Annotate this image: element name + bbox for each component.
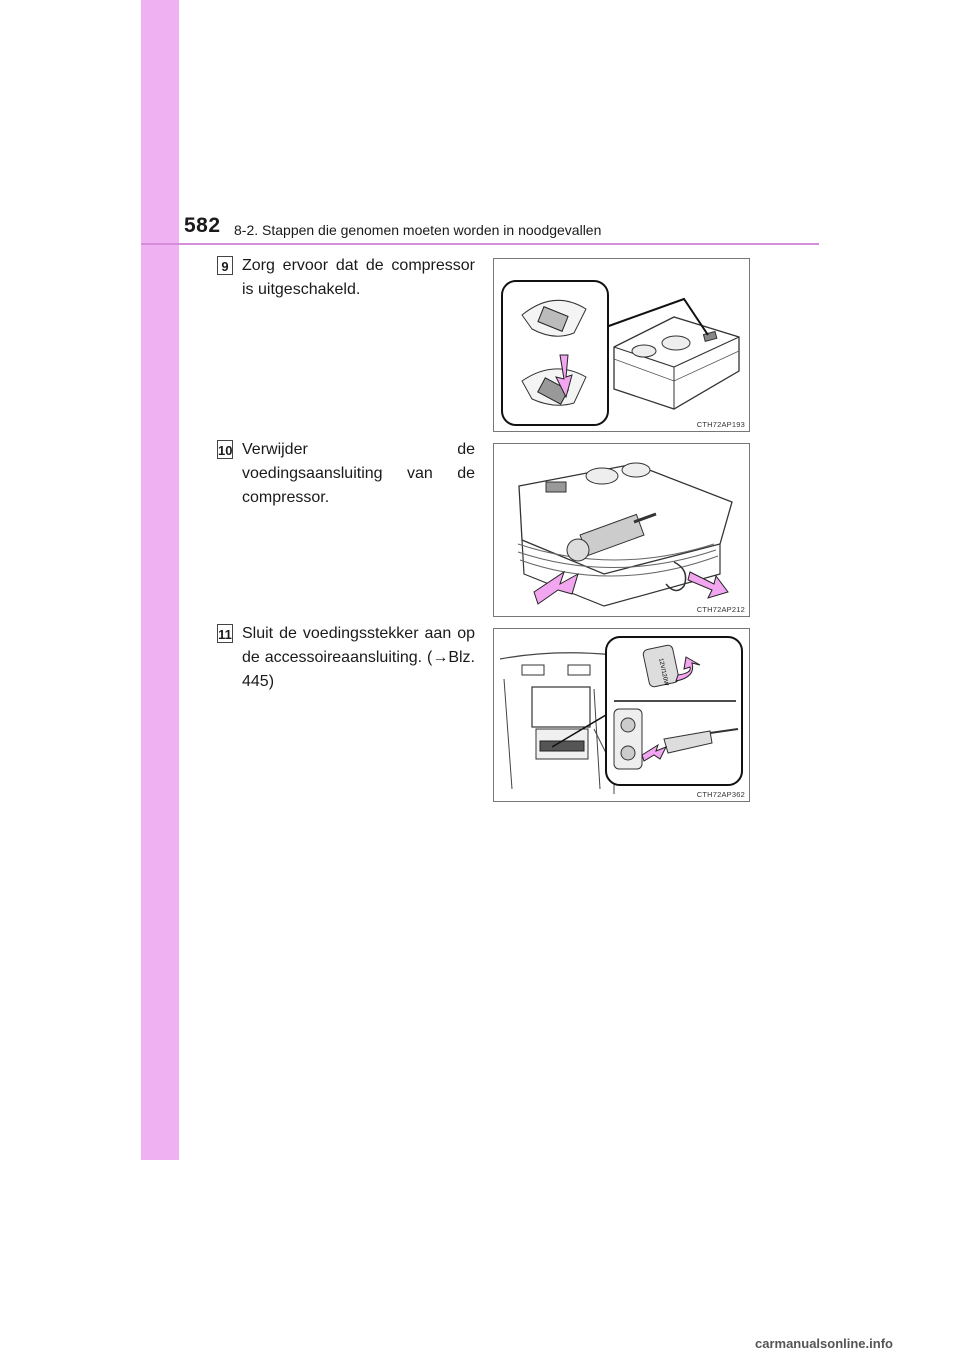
figure-code: CTH72AP212 <box>696 605 745 614</box>
figure-code: CTH72AP193 <box>696 420 745 429</box>
step-number-badge: 10 <box>217 440 233 459</box>
accessory-socket-figure <box>493 628 750 802</box>
section-title: 8-2. Stappen die genomen moeten worden in noodgevallen <box>234 222 602 238</box>
step-instruction: Zorg ervoor dat de compressor is uitgeschakeld. <box>242 257 475 298</box>
compressor-switch-illustration <box>494 259 749 431</box>
page-number: 582 <box>184 214 221 237</box>
header-divider <box>141 243 819 245</box>
step-instruction: Sluit de voedingsstekker aan op de accessoireaansluiting. (→Blz. 445) <box>242 625 475 690</box>
compressor-switch-figure <box>493 258 750 432</box>
sidebar-tab <box>141 0 179 1160</box>
step-number-badge: 11 <box>217 624 233 643</box>
accessory-socket-illustration <box>494 629 749 801</box>
figure-code: CTH72AP362 <box>696 790 745 799</box>
site-watermark: carmanualsonline.info <box>755 1336 893 1351</box>
socket-cap-label: 12V/120W <box>657 657 669 687</box>
step-instruction: Verwijder de voedingsaansluiting van de compressor. <box>242 441 475 506</box>
step-number-badge: 9 <box>217 256 233 275</box>
compressor-unplug-figure <box>493 443 750 617</box>
compressor-unplug-illustration <box>494 444 749 616</box>
